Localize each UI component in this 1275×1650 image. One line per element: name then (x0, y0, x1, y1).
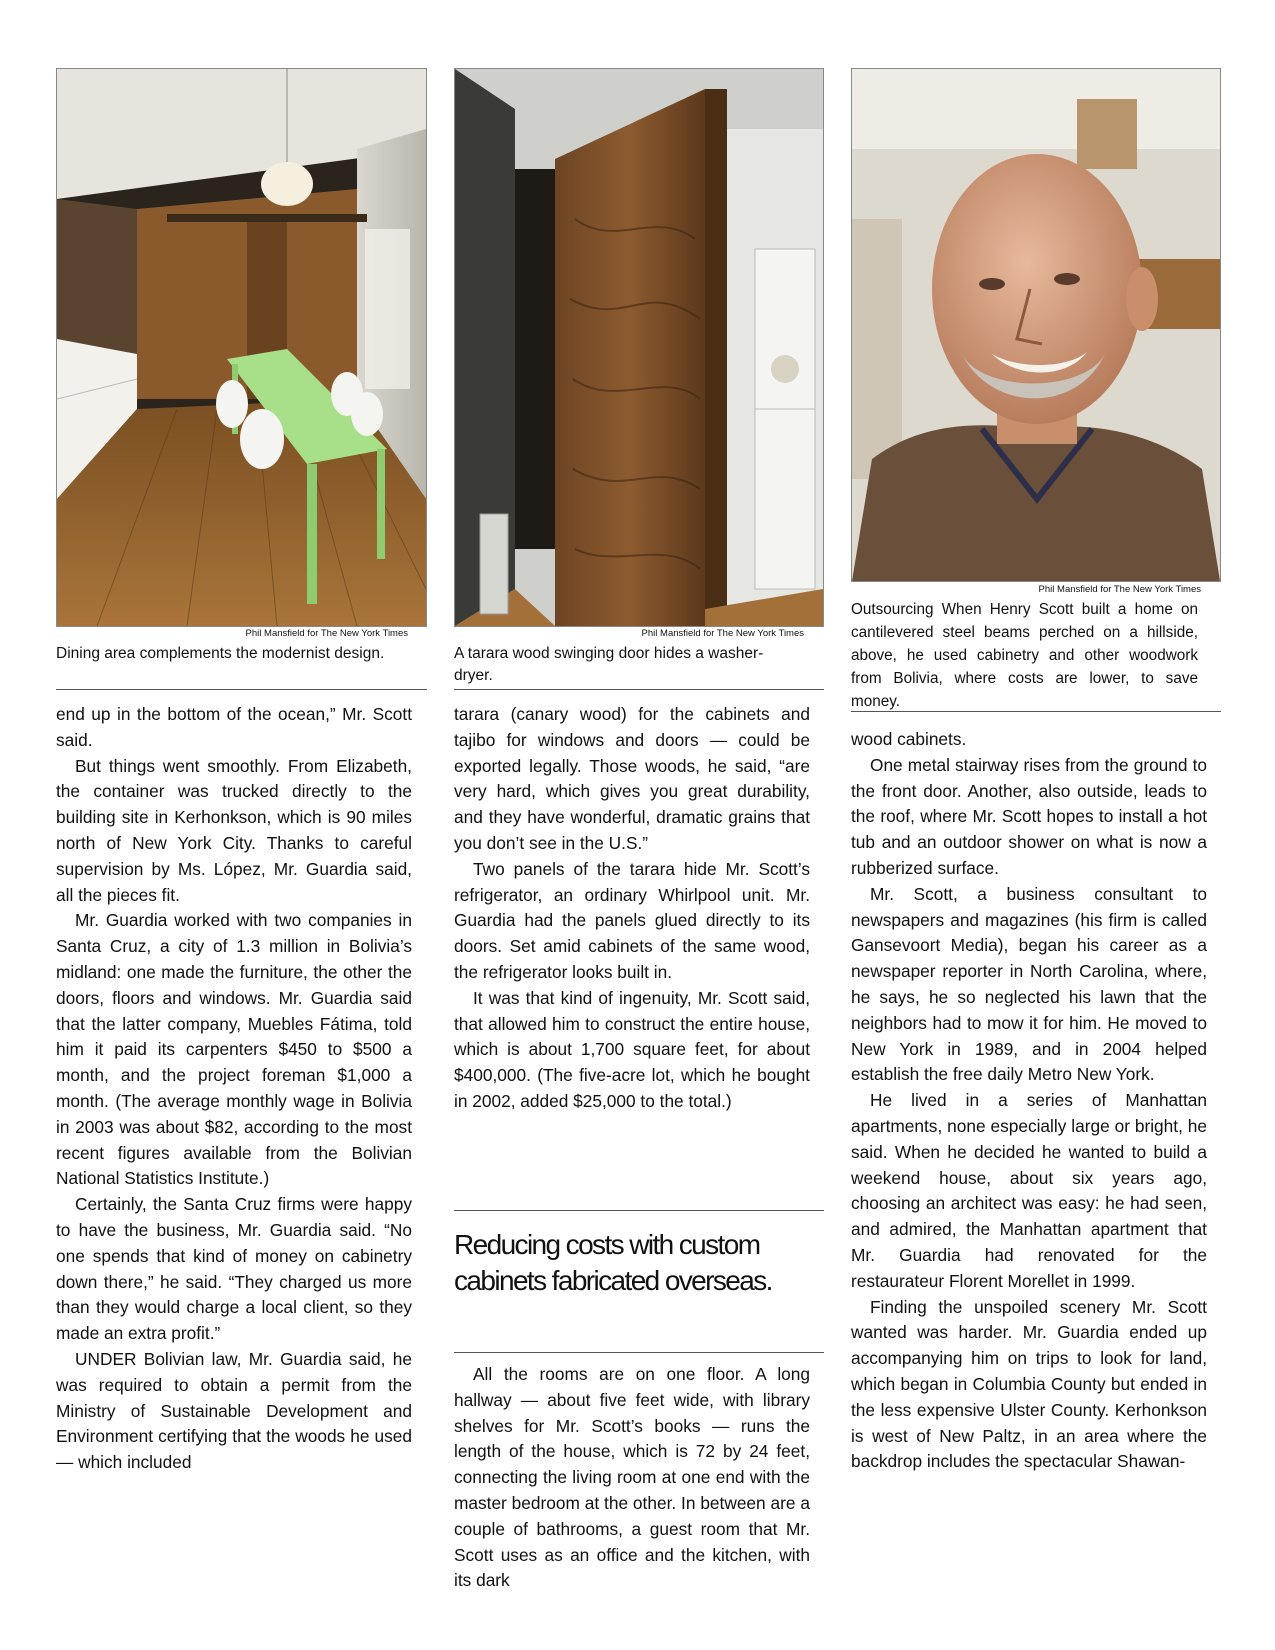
paragraph: He lived in a series of Manhattan apartments, none especially large or bright, he said. When he decided he wanted to build a weekend house, about six years ago, choosing an architect was easy: he had seen, and admired, the Manhattan apartment that Mr. Guardia had renovated for the restaurateur Florent Morellet in 1999. (851, 1090, 1207, 1291)
paragraph: Mr. Scott, a business consultant to newspapers and magazines (his firm is called Gansevoort Media), began his career as a newspaper reporter in North Carolina, where, he says, he so neglected his lawn that the neighbors had to mow it for him. He moved to New York in 1989, and in 2004 helped establish the free daily Metro New York. (851, 883, 1207, 1085)
swinging-door-photo (454, 68, 824, 627)
photo-credit: Phil Mansfield for The New York Times (245, 628, 408, 639)
paragraph: Certainly, the Santa Cruz firms were happy to have the business, Mr. Guardia said. “No one spends that kind of money on cabinetry down there,” he said. “They charged us more than they would charge a local client, so they made an extra profit.” (56, 1194, 412, 1344)
article-column-3 (851, 727, 1207, 1475)
portrait-photo (851, 68, 1221, 582)
swinging-door-image (455, 69, 823, 626)
photo-credit: Phil Mansfield for The New York Times (1038, 584, 1201, 595)
paragraph: One metal stairway rises from the ground to the front door. Another, also outside, leads to the roof, where Mr. Scott hopes to install a hot tub and an outdoor shower on what is now a rubberized surface. (851, 754, 1207, 878)
caption-rule (56, 689, 427, 690)
paragraph: wood cabinets. (851, 729, 967, 749)
paragraph: But things went smoothly. From Elizabeth, the container was trucked directly to the building site in Kerhonkson, which is 90 miles north of New York City. Thanks to careful supervision by Ms. López, Mr. Guardia said, all the pieces fit. (56, 755, 412, 905)
pullquote: Reducing costs with custom cabinets fabricated overseas. (454, 1229, 772, 1296)
paragraph: All the rooms are on one floor. A long hallway — about five feet wide, with library shelves for Mr. Scott’s books — runs the length of the house, which is 72 by 24 feet, connecting the living room at one end with the master bedroom at the other. In between are a couple of bathrooms, a guest room that Mr. Scott uses as an office and the kitchen, with its dark (454, 1364, 810, 1591)
dining-area-image (57, 69, 426, 626)
paragraph: It was that kind of ingenuity, Mr. Scott said, that allowed him to construct the entire house, which is about 1,700 square feet, for about $400,000. (The five-acre lot, which he bought in 2002, added $25,000 to the total.) (454, 987, 810, 1111)
article-column-1 (56, 702, 412, 1476)
paragraph: Mr. Guardia worked with two companies in Santa Cruz, a city of 1.3 million in Bolivia’s midland: one made the furniture, the other the doors, floors and windows. Mr. Guardia said that the latter company, Muebles Fátima, told him it paid its carpenters $450 to $500 a month, and the project foreman $1,000 a month. (The average monthly wage in Bolivia in 2003 was about $82, according to the most recent figures available from the Bolivian National Statistics Institute.) (56, 910, 412, 1189)
paragraph: end up in the bottom of the ocean,” Mr. Scott said. (56, 704, 412, 750)
article-column-2-top (454, 702, 810, 1115)
pullquote-top-rule (454, 1210, 824, 1211)
paragraph: Two panels of the tarara hide Mr. Scott’s refrigerator, an ordinary Whirlpool unit. Mr. Guardia had the panels glued directly to its doors. Set amid cabinets of the same wood, the refrigerator looks built in. (454, 858, 810, 982)
paragraph: tarara (canary wood) for the cabinets and tajibo for windows and doors — could be exported legally. Those woods, he said, “are very hard, which gives you great durability, and they have wonderful, dramatic grains that you don’t see in the U.S.” (454, 704, 810, 853)
article-column-2-bottom (454, 1362, 810, 1594)
paragraph: UNDER Bolivian law, Mr. Guardia said, he was required to obtain a permit from the Ministry of Sustainable Development and Environment certifying that the woods he used — which included (56, 1348, 412, 1473)
caption-rule (851, 711, 1221, 712)
dining-area-photo (56, 68, 427, 627)
caption-rule (454, 689, 824, 690)
pullquote-bottom-rule (454, 1352, 824, 1353)
photo-caption: Outsourcing When Henry Scott built a home on cantilevered steel beams perched on a hillside, above, he used cabinetry and other woodwork from Bolivia, where costs are lower, to save money. (851, 601, 1198, 710)
henry-scott-portrait-image (852, 69, 1220, 581)
photo-caption: A tarara wood swinging door hides a washer-dryer. (454, 645, 764, 684)
paragraph: Finding the unspoiled scenery Mr. Scott wanted was harder. Mr. Guardia ended up accompanying him on trips to look for land, which began in Columbia County but ended in the less expensive Ulster County. Kerhonkson is west of New Paltz, in an area where the backdrop includes the spectacular Shawan- (851, 1296, 1207, 1472)
photo-caption: Dining area complements the modernist design. (56, 645, 385, 662)
photo-credit: Phil Mansfield for The New York Times (641, 628, 804, 639)
